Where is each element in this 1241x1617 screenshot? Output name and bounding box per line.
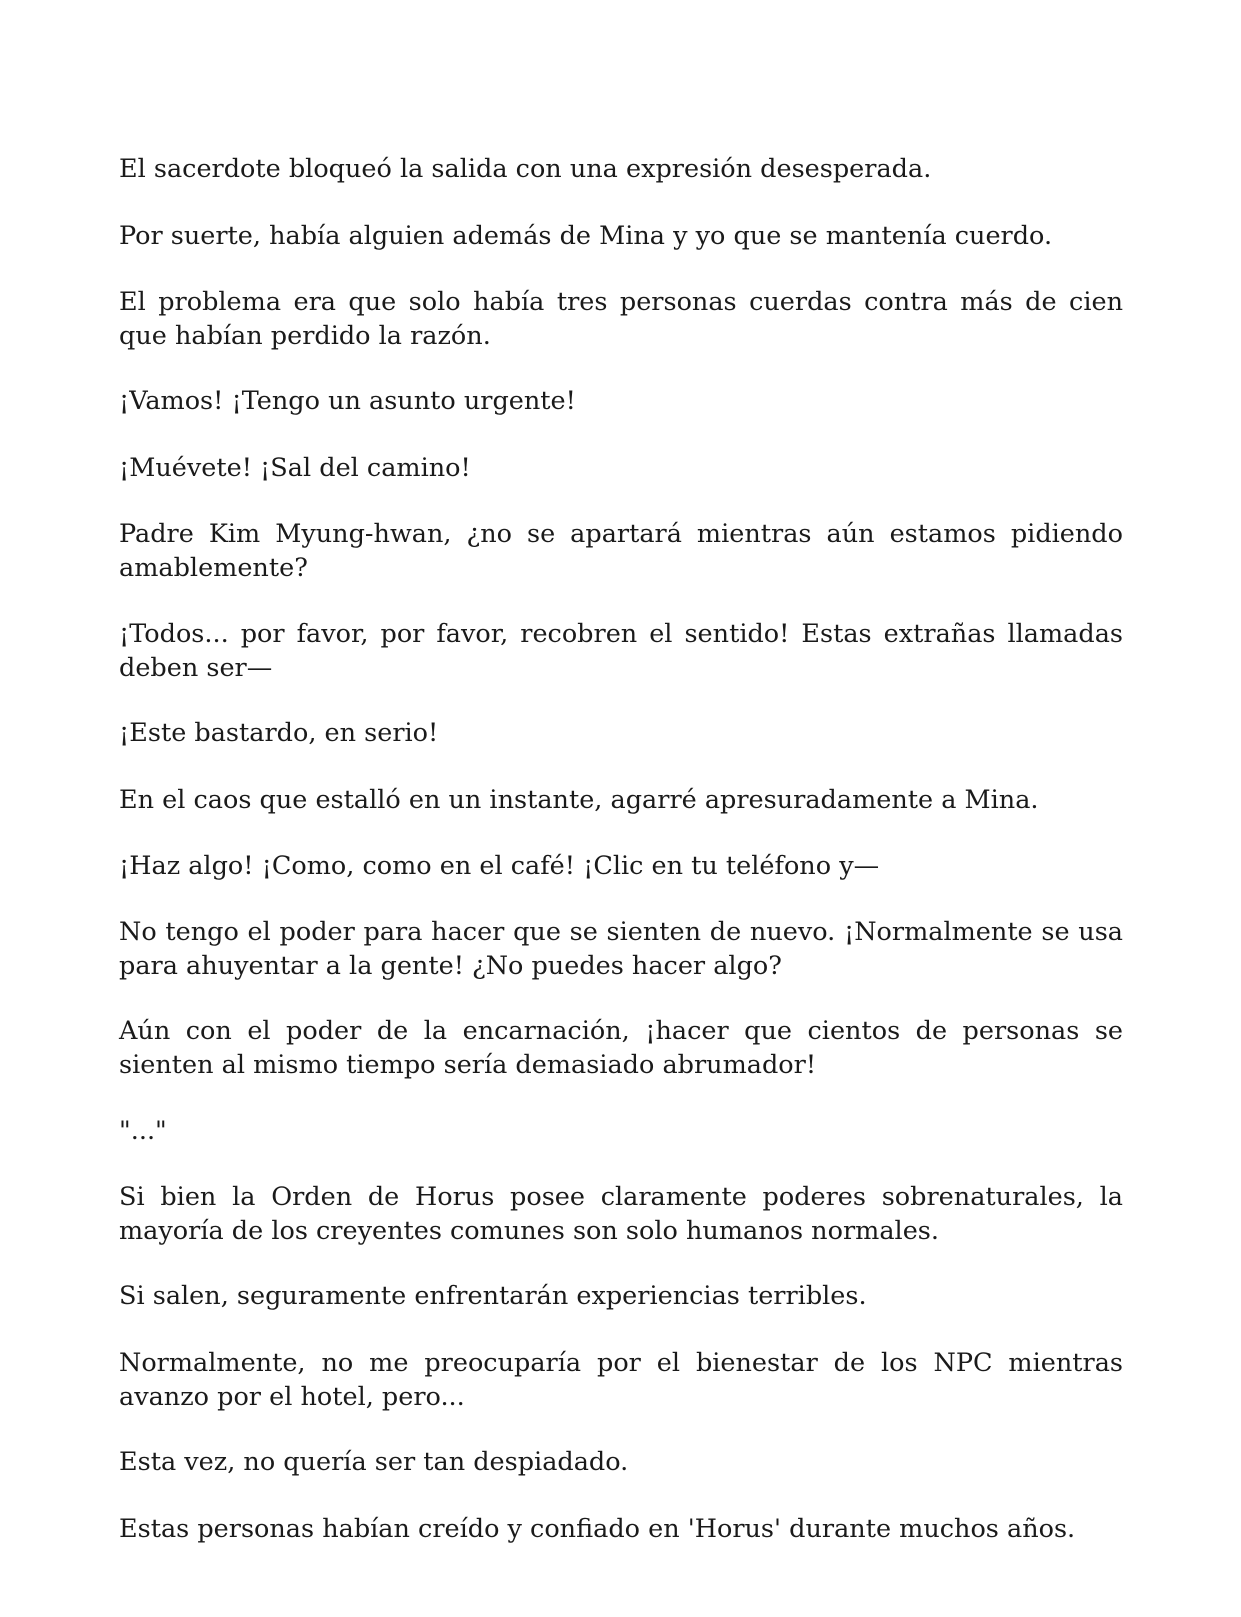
paragraph: Estas personas habían creído y confiado en 'Horus' durante muchos años. — [119, 1514, 1076, 1544]
paragraph: En el caos que estalló en un instante, agarré apresuradamente a Mina. — [119, 785, 1039, 815]
paragraph: ¡Todos... por favor, por favor, recobren el sentido! Estas extrañas llamadas deben ser— — [119, 619, 1123, 683]
paragraph: ¡Vamos! ¡Tengo un asunto urgente! — [119, 386, 576, 416]
paragraph: Esta vez, no quería ser tan despiadado. — [119, 1447, 629, 1477]
paragraph: El sacerdote bloqueó la salida con una expresión desesperada. — [119, 154, 932, 184]
paragraph: "..." — [119, 1116, 167, 1146]
paragraph: ¡Haz algo! ¡Como, como en el café! ¡Clic en tu teléfono y— — [119, 851, 880, 881]
paragraph: Aún con el poder de la encarnación, ¡hacer que cientos de personas se sienten al mismo tiempo sería demasiado abrumador! — [119, 1016, 1123, 1080]
paragraph: ¡Muévete! ¡Sal del camino! — [119, 453, 471, 483]
paragraph: Si bien la Orden de Horus posee claramente poderes sobrenaturales, la mayoría de los creyentes comunes son solo humanos normales. — [119, 1182, 1123, 1246]
paragraph: No tengo el poder para hacer que se sienten de nuevo. ¡Normalmente se usa para ahuyentar a la gente! ¿No puedes hacer algo? — [119, 917, 1123, 981]
paragraph: Normalmente, no me preocuparía por el bienestar de los NPC mientras avanzo por el hotel, pero... — [119, 1348, 1123, 1412]
paragraph: Por suerte, había alguien además de Mina y yo que se mantenía cuerdo. — [119, 221, 1053, 251]
paragraph: ¡Este bastardo, en serio! — [119, 718, 439, 748]
paragraph: Si salen, seguramente enfrentarán experiencias terribles. — [119, 1281, 867, 1311]
paragraph: El problema era que solo había tres personas cuerdas contra más de cien que habían perdido la razón. — [119, 287, 1123, 351]
paragraph: Padre Kim Myung-hwan, ¿no se apartará mientras aún estamos pidiendo amablemente? — [119, 519, 1123, 583]
